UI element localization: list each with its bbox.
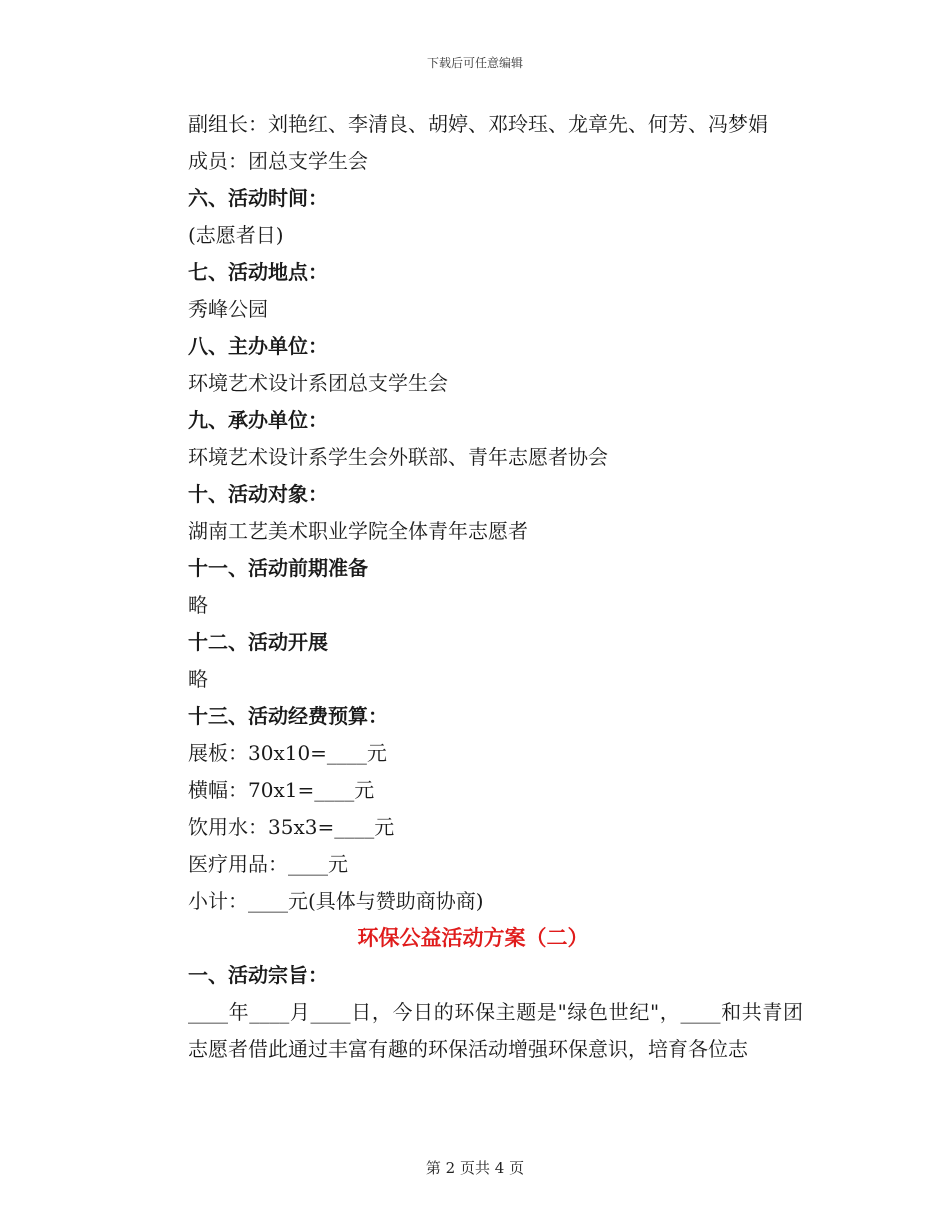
section-heading-purpose: 一、活动宗旨： <box>188 963 328 987</box>
preparation-text: 略 <box>188 593 208 617</box>
target-audience-text: 湖南工艺美术职业学院全体青年志愿者 <box>188 519 528 543</box>
activity-time-text: (志愿者日) <box>188 223 284 247</box>
vice-leaders-line: 副组长：刘艳红、李清良、胡婷、邓玲珏、龙章先、何芳、冯梦娟 <box>188 112 768 136</box>
section-heading-execution: 十二、活动开展 <box>188 630 328 654</box>
section-heading-target: 十、活动对象： <box>188 482 328 506</box>
members-line: 成员：团总支学生会 <box>188 149 368 173</box>
plan-two-title: 环保公益活动方案（二） <box>357 926 589 950</box>
execution-text: 略 <box>188 667 208 691</box>
section-heading-time: 六、活动时间： <box>188 186 328 210</box>
budget-item-banner: 横幅：70x1=____元 <box>188 778 375 802</box>
section-heading-host: 八、主办单位： <box>188 334 328 358</box>
host-unit-text: 环境艺术设计系团总支学生会 <box>188 371 448 395</box>
section-heading-location: 七、活动地点： <box>188 260 328 284</box>
budget-subtotal: 小计：____元(具体与赞助商协商) <box>188 889 484 913</box>
page-header: 下载后可任意编辑 <box>426 56 523 70</box>
purpose-paragraph: ____年____月____日，今日的环保主题是"绿色世纪"，____和共青团志愿者借此通过丰富有趣的环保活动增强环保意识，培育各位志 <box>188 1000 803 1061</box>
page-footer: 第 2 页共 4 页 <box>425 1159 525 1177</box>
budget-item-board: 展板：30x10=____元 <box>188 741 387 765</box>
section-heading-organizer: 九、承办单位： <box>188 408 328 432</box>
section-heading-budget: 十三、活动经费预算： <box>188 704 388 728</box>
organizer-unit-text: 环境艺术设计系学生会外联部、青年志愿者协会 <box>188 445 608 469</box>
budget-item-water: 饮用水：35x3=____元 <box>188 815 395 839</box>
document-body <box>143 106 803 1068</box>
section-heading-preparation: 十一、活动前期准备 <box>188 556 368 580</box>
activity-location-text: 秀峰公园 <box>188 297 268 321</box>
budget-item-medical: 医疗用品：____元 <box>188 852 348 876</box>
